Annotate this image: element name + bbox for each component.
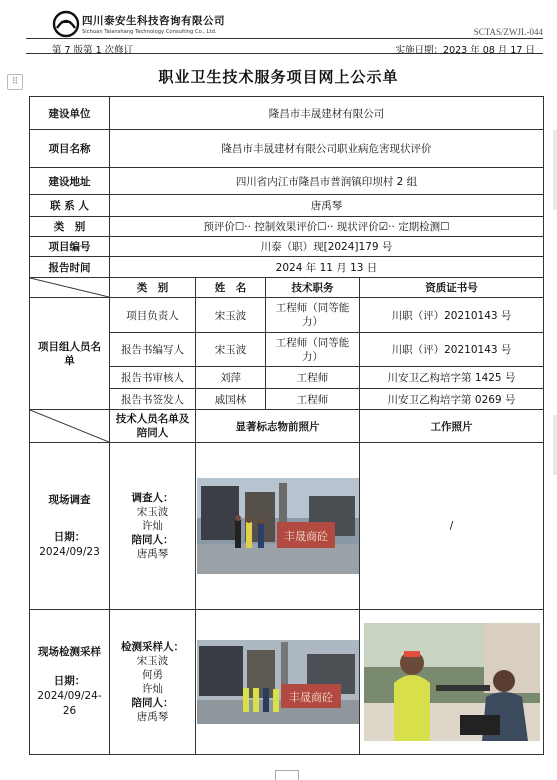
sampler-name: 许灿 [142,683,163,695]
doc-code: SCTAS/ZWJL-044 [473,27,543,37]
sampling-cell [30,610,110,755]
report-time-value: 2024 年 11 月 13 日 [110,257,544,278]
investigator-name: 许灿 [142,520,163,532]
staff-header-cert: 资质证书号 [360,278,544,298]
survey-work-photo-cell: / [360,443,544,610]
diagonal-cell [30,410,110,443]
scroll-marker [553,130,557,210]
category-option-control[interactable]: 控制效果评价☐ [254,221,327,233]
table-row [30,195,544,217]
sampler-name: 何勇 [142,669,163,681]
table-row [30,130,544,168]
escort-label: 陪同人： [131,697,174,709]
table-row [30,278,544,298]
sampling-date: 2024/09/24-26 [37,690,102,717]
photo-header-landmark: 显著标志物前照片 [196,410,360,443]
category-label: 类 别 [30,217,110,237]
project-no-value: 川泰（职）现[2024]179 号 [110,237,544,257]
escort-name: 唐禹琴 [136,711,169,723]
category-option-pre[interactable]: 预评价☐ [203,221,245,233]
address-label: 建设地址 [30,168,110,195]
report-time-label: 报告时间 [30,257,110,278]
category-option-current[interactable]: 现状评价☑ [336,221,389,233]
survey-date-label: 日期： [53,530,86,543]
investigator-name: 宋玉波 [136,506,169,518]
address-value: 四川省内江市隆昌市普润镇印坝村 2 组 [110,168,544,195]
staff-title: 工程师（同等能力） [266,298,360,333]
staff-cert: 川职（评）20210143 号 [360,333,544,367]
survey-landmark-photo [197,478,359,574]
scroll-marker [553,415,557,475]
table-row [30,237,544,257]
staff-name: 宋玉波 [196,333,266,367]
table-row [30,217,544,237]
staff-title: 工程师 [266,389,360,410]
category-options: 预评价☐·· 控制效果评价☐·· 现状评价☑·· 定期检测☐ [110,217,544,237]
sampling-work-photo [364,623,540,741]
staff-cert: 川安卫乙构培字第 0269 号 [360,389,544,410]
project-no-label: 项目编号 [30,237,110,257]
sampler-label: 检测采样人： [121,641,184,653]
staff-role: 项目负责人 [110,298,196,333]
investigator-label: 调查人： [131,492,174,504]
escort-label: 陪同人： [131,534,174,546]
notice-table [29,96,544,755]
sampling-landmark-photo-cell [196,610,360,755]
company-name-en: Sichuan Taianshang Technology Consulting Co., Ltd. [82,29,217,35]
escort-name: 唐禹琴 [136,548,169,560]
staff-title: 工程师 [266,367,360,389]
sampling-work-photo-cell [360,610,544,755]
staff-header-title: 技术职务 [266,278,360,298]
project-name-value: 隆昌市丰晟建材有限公司职业病危害现状评价 [110,130,544,168]
table-row [30,97,544,130]
sampling-people [110,610,196,755]
survey-people [110,443,196,610]
effective-date: 实施日期：2023 年 08 月 17 日 [395,45,535,56]
sampler-name: 宋玉波 [136,655,169,667]
survey-date: 2024/09/23 [39,545,100,558]
company-logo-icon [52,10,80,38]
sampling-date-label: 日期： [53,675,86,687]
staff-role: 报告书审核人 [110,367,196,389]
unit-label: 建设单位 [30,97,110,130]
photo-header-work: 工作照片 [360,410,544,443]
category-option-periodic[interactable]: 定期检测☐ [398,221,450,233]
sign-text: 丰晟商砼 [283,530,328,543]
table-row [30,443,544,610]
staff-name: 刘萍 [196,367,266,389]
survey-landmark-photo-cell [196,443,360,610]
staff-role: 报告书签发人 [110,389,196,410]
staff-name: 戚国林 [196,389,266,410]
survey-cell [30,443,110,610]
diagonal-line [30,410,109,442]
table-row [30,168,544,195]
sampling-label: 现场检测采样 [38,646,101,658]
staff-role: 报告书编写人 [110,333,196,367]
table-move-handle-icon[interactable]: ⠿ [7,74,23,90]
photo-header-staff: 技术人员名单及陪同人 [110,410,196,443]
unit-value: 隆昌市丰晟建材有限公司 [110,97,544,130]
staff-title: 工程师（同等能力） [266,333,360,367]
sign-text: 丰晟商砼 [288,691,333,704]
staff-header-name: 姓 名 [196,278,266,298]
sampling-landmark-photo [197,640,359,724]
document-title: 职业卫生技术服务项目网上公示单 [158,68,399,86]
company-name-cn: 四川泰安生科技咨询有限公司 [82,15,225,27]
table-row [30,410,544,443]
table-row [30,610,544,755]
staff-group-label: 项目组人员名单 [30,298,110,410]
contact-label: 联 系 人 [30,195,110,217]
staff-name: 宋玉波 [196,298,266,333]
survey-label: 现场调查 [48,493,91,506]
revision-label: 第 7 版第 1 次修订 [52,45,134,56]
staff-cert: 川职（评）20210143 号 [360,298,544,333]
project-name-label: 项目名称 [30,130,110,168]
diagonal-cell [30,278,110,298]
diagonal-line [30,278,109,297]
staff-header-role: 类 别 [110,278,196,298]
table-row [30,298,544,333]
header-rule-top [26,38,543,39]
header-rule-bottom [26,53,543,54]
contact-value: 唐禹琴 [110,195,544,217]
staff-cert: 川安卫乙构培字第 1425 号 [360,367,544,389]
table-row [30,257,544,278]
